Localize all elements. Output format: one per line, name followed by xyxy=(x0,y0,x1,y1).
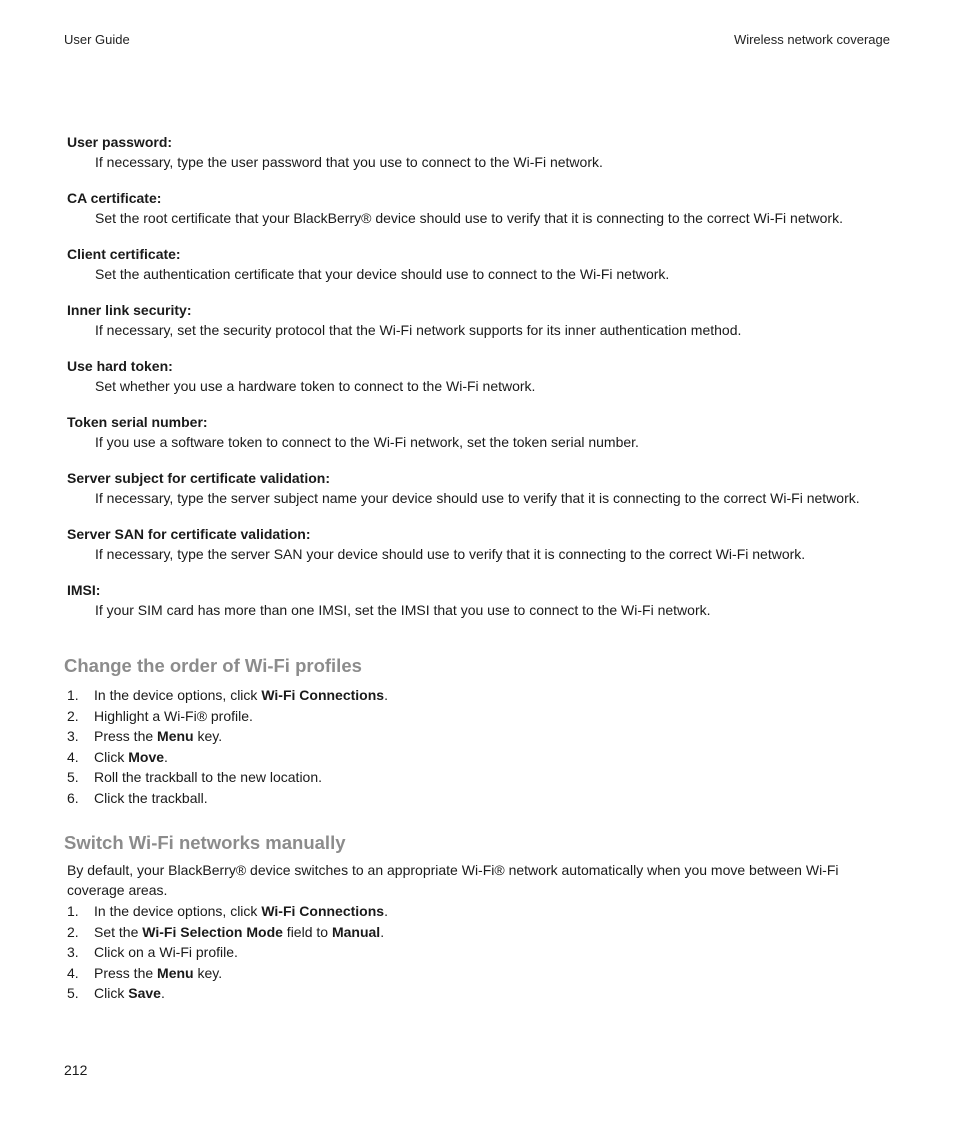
step-item xyxy=(67,963,388,984)
step-ui-term: Wi-Fi Selection Mode xyxy=(142,923,283,940)
step-text: Highlight a Wi-Fi® profile. xyxy=(94,707,253,724)
step-text: Click the trackball. xyxy=(94,789,208,806)
definition-description: Set the authentication certificate that your device should use to connect to the Wi-Fi network. xyxy=(95,266,670,282)
step-text: . xyxy=(384,687,388,703)
step-text: Roll the trackball to the new location. xyxy=(94,769,323,786)
step-number: 3. xyxy=(67,944,79,961)
step-text: field to xyxy=(282,923,332,940)
definition-description: If your SIM card has more than one IMSI, set the IMSI that you use to connect to the Wi-Fi network. xyxy=(95,602,711,618)
step-text: Press the xyxy=(94,728,158,745)
step-text: . xyxy=(384,903,388,919)
step-number: 2. xyxy=(67,707,79,724)
definition-item xyxy=(67,300,897,340)
section-heading-switch-networks: Switch Wi-Fi networks manually xyxy=(64,832,346,853)
definition-description: Set whether you use a hardware token to connect to the Wi-Fi network. xyxy=(95,378,536,394)
step-text: . xyxy=(380,923,385,940)
step-ui-term: Menu xyxy=(157,964,194,981)
definition-list xyxy=(67,132,897,636)
definition-description: If you use a software token to connect to the Wi-Fi network, set the token serial number. xyxy=(95,434,639,450)
step-ui-term: Wi-Fi Connections xyxy=(261,687,385,703)
step-number: 6. xyxy=(67,789,79,806)
step-item xyxy=(67,942,388,963)
definition-description: Set the root certificate that your BlackBerry® device should use to verify that it is connecting to the correct Wi-Fi network. xyxy=(95,210,843,226)
definition-term: IMSI: xyxy=(67,582,101,598)
step-ui-term: Save xyxy=(128,985,161,1002)
step-number: 3. xyxy=(67,728,79,745)
definition-item xyxy=(67,244,897,284)
definition-term: Inner link security: xyxy=(67,302,192,318)
definition-term: Client certificate: xyxy=(67,246,181,262)
step-number: 4. xyxy=(67,748,79,765)
step-item xyxy=(67,685,388,706)
definition-term: User password: xyxy=(67,134,173,150)
definition-item xyxy=(67,580,897,620)
definition-term: Token serial number: xyxy=(67,414,208,430)
step-text: key. xyxy=(193,964,223,981)
step-text: Click on a Wi-Fi profile. xyxy=(94,944,238,961)
definition-term: Server SAN for certificate validation: xyxy=(67,526,311,542)
step-number: 5. xyxy=(67,985,79,1002)
section-intro-paragraph: By default, your BlackBerry® device switches to an appropriate Wi-Fi® network automatically when you move between Wi-Fi coverage areas. xyxy=(67,862,839,898)
section-heading-change-order: Change the order of Wi-Fi profiles xyxy=(64,655,362,676)
step-text: Click xyxy=(94,985,129,1002)
definition-description: If necessary, set the security protocol that the Wi-Fi network supports for its inner authentication method. xyxy=(95,322,742,338)
step-ui-term: Menu xyxy=(157,728,194,745)
step-text: . xyxy=(160,985,165,1002)
step-number: 5. xyxy=(67,769,79,786)
step-item xyxy=(67,726,388,747)
step-text: In the device options, click xyxy=(94,903,262,919)
definition-item xyxy=(67,524,897,564)
definition-description: If necessary, type the user password that you use to connect to the Wi-Fi network. xyxy=(95,154,603,170)
definition-item xyxy=(67,356,897,396)
definition-description: If necessary, type the server subject name your device should use to verify that it is connecting to the correct Wi-Fi network. xyxy=(95,490,860,506)
step-ui-term: Wi-Fi Connections xyxy=(261,903,385,919)
step-ui-term: Manual xyxy=(331,923,381,940)
step-item xyxy=(67,747,388,768)
definition-item xyxy=(67,468,897,508)
step-number: 2. xyxy=(67,923,79,940)
steps-switch-networks xyxy=(67,901,388,1004)
running-header-title: User Guide xyxy=(64,32,130,47)
step-item xyxy=(67,767,388,788)
step-text: key. xyxy=(193,728,223,745)
step-number: 1. xyxy=(67,903,79,919)
step-text: Press the xyxy=(94,964,158,981)
page-number: 212 xyxy=(64,1062,88,1078)
definition-item xyxy=(67,412,897,452)
definition-description: If necessary, type the server SAN your device should use to verify that it is connecting to the correct Wi-Fi network. xyxy=(95,546,806,562)
step-text: In the device options, click xyxy=(94,687,262,703)
step-text: Click xyxy=(94,748,129,765)
definition-term: Use hard token: xyxy=(67,358,173,374)
definition-item xyxy=(67,188,897,228)
definition-item xyxy=(67,132,897,172)
step-item xyxy=(67,901,388,922)
step-ui-term: Move xyxy=(128,748,165,765)
step-text: . xyxy=(164,748,168,765)
running-header-section: Wireless network coverage xyxy=(733,32,890,47)
step-item xyxy=(67,922,388,943)
definition-term: Server subject for certificate validation: xyxy=(67,470,330,486)
step-text: Set the xyxy=(94,923,143,940)
definition-term: CA certificate: xyxy=(67,190,162,206)
step-number: 4. xyxy=(67,964,79,981)
step-item xyxy=(67,706,388,727)
step-number: 1. xyxy=(67,687,79,703)
step-item xyxy=(67,983,388,1004)
step-item xyxy=(67,788,388,809)
steps-change-order xyxy=(67,685,388,809)
